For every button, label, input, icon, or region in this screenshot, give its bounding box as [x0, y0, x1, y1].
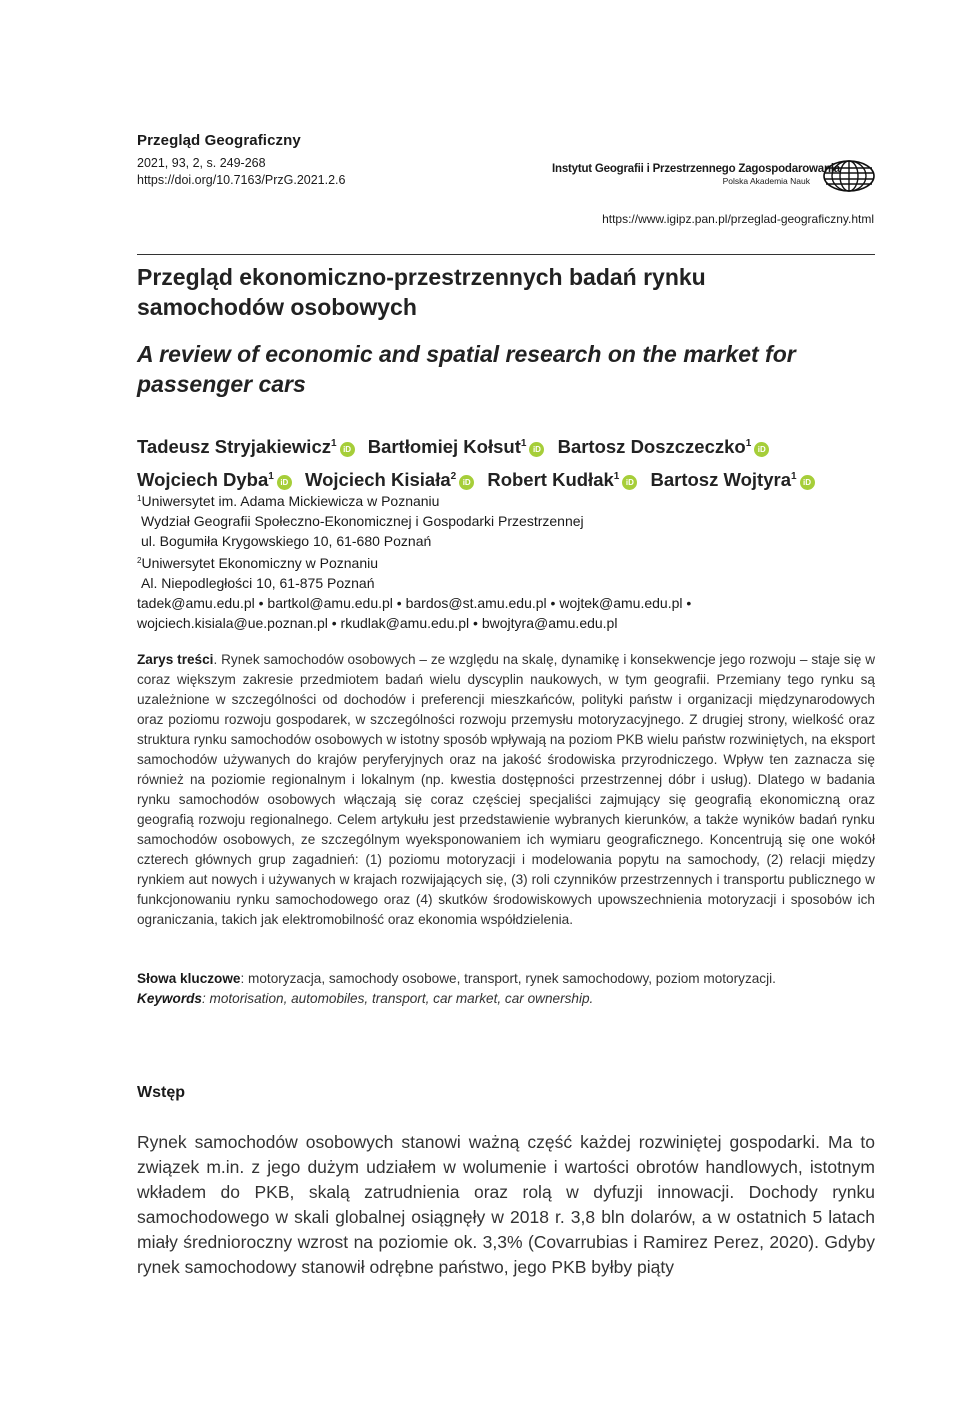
journal-citation: 2021, 93, 2, s. 249-268 [137, 156, 266, 170]
author-name: Wojciech Dyba [137, 469, 269, 490]
orcid-icon[interactable]: iD [800, 475, 815, 490]
affiliations [137, 489, 877, 633]
author [137, 469, 292, 490]
author-emails[interactable]: tadek@amu.edu.pl • bartkol@amu.edu.pl • bardos@st.amu.edu.pl • wojtek@amu.edu.pl • [137, 595, 692, 611]
author-name: Wojciech Kisiała [304, 469, 451, 490]
affiliation-address: Al. Niepodległości 10, 61-875 Poznań [141, 575, 375, 591]
orcid-icon[interactable]: iD [277, 475, 292, 490]
orcid-icon[interactable]: iD [459, 475, 474, 490]
affiliation-1 [137, 489, 877, 511]
author-affiliation-mark: 2 [450, 471, 457, 482]
author-affiliation-mark: 1 [268, 471, 274, 482]
author [487, 469, 637, 490]
affiliation-number: 2 [137, 556, 142, 565]
journal-doi-link[interactable]: https://doi.org/10.7163/PrzG.2021.2.6 [137, 173, 346, 187]
abstract-text: . Rynek samochodów osobowych – ze względu na skalę, dynamikę i konsekwencje jego rozwoju – staje się w coraz większym zakresie przedmiotem badań wielu dyscyplin naukowych, w tym geografii. Przemiany tego rynku są uzależnione w szczególności od dochodów i preferencji mieszkańców, polityki państw i organizacji międzynarodowych oraz poziomu rozwoju gospodarek, w szczególności rozwoju przemysłu motoryzacyjnego. Z drugiej strony, wielkość oraz struktura rynku samochodów osobowych w istotny sposób wpływają na poziom PKB wielu państw rozwiniętych, na eksport samochodów używanych do krajów peryferyjnych oraz na jakość środowiska przyrodniczego. Wpływ ten zaznacza się również na poziomie regionalnym i lokalnym (np. kwestia dostępności przestrzennej dóbr i usług). Dlatego w badania rynku samochodów osobowych włączają się coraz częściej specjaliści zajmujący się geografią ekonomiczną oraz geografią rozwoju regionalnego. Celem artykułu jest przedstawienie wybranych kierunków, a także wyników badań rynku samochodów osobowych, ze szczególnym wyeksponowaniem ich wymiaru geograficznego. Koncentrują się one wokół czterech głównych grup zagadnień: (1) poziomu motoryzacji i modelowania popytu na samochody, (2) relacji między rynkiem aut nowych i używanych w krajach rozwijających się, (3) roli czynników przestrzennych i transportu publicznego w funkcjonowaniu rynku samochodowego oraz (4) skutków środowiskowych upowszechnienia motoryzacji i sposobów ich ograniczania, takich jak elektromobilność oraz ekonomia współdzielenia. [137, 652, 876, 927]
orcid-icon[interactable]: iD [340, 442, 355, 457]
author-name: Bartosz Wojtyra [650, 469, 791, 490]
affiliation-university: Uniwersytet Ekonomiczny w Poznaniu [141, 555, 378, 571]
author [368, 436, 545, 457]
header-divider [137, 254, 875, 255]
intro-paragraph: Rynek samochodów osobowych stanowi ważną część każdej rozwiniętej gospodarki. Ma to związek m.in. z jego dużym udziałem w wolumenie i wartości obrotów handlowych, istotnym wkładem do PKB, skalą zatrudnienia oraz rolą w dyfuzji innowacji. Dochody rynku samochodowego w skali globalnej osiągnęły w 2018 r. 3,8 bln dolarów, a w ostatnich 5 latach miały średnioroczny wzrost na poziomie ok. 3,3% (Covarrubias i Ramirez Perez, 2020). Gdyby rynek samochodowy stanowił odrębne państwo, jego PKB byłby piąty [137, 1132, 875, 1277]
globe-grid-logo-icon [823, 160, 875, 192]
keywords-english [137, 989, 875, 1009]
author-affiliation-mark: 1 [613, 471, 620, 482]
article-title-english: A review of economic and spatial research on the market for passenger cars [137, 341, 796, 397]
keywords-polish [137, 969, 875, 989]
author-emails[interactable]: wojciech.kisiala@ue.poznan.pl • rkudlak@amu.edu.pl • bwojtyra@amu.edu.pl [137, 615, 618, 631]
keywords-polish-label: Słowa kluczowe [137, 971, 241, 986]
journal-citation-block [137, 155, 345, 189]
author [650, 469, 814, 490]
orcid-icon[interactable]: iD [754, 442, 769, 457]
orcid-icon[interactable]: iD [529, 442, 544, 457]
keywords-polish-text: : motoryzacja, samochody osobowe, transport, rynek samochodowy, poziom motoryzacji. [240, 971, 776, 986]
orcid-icon[interactable]: iD [622, 475, 637, 490]
journal-website-link[interactable]: https://www.igipz.pan.pl/przeglad-geograficzny.html [602, 212, 874, 226]
institute-subname: Polska Akademia Nauk [722, 176, 810, 186]
author-name: Robert Kudłak [487, 469, 614, 490]
author-name: Bartłomiej Kołsut [367, 436, 521, 457]
institute-name: Instytut Geografii i Przestrzennego Zagospodarowania [552, 163, 841, 175]
journal-name: Przegląd Geograficzny [137, 132, 301, 149]
author-affiliation-mark: 1 [331, 438, 337, 449]
affiliation-faculty: Wydział Geografii Społeczno-Ekonomicznej i Gospodarki Przestrzennej [141, 513, 584, 529]
author-affiliation-mark: 1 [790, 471, 797, 482]
abstract [137, 650, 875, 930]
affiliation-university: Uniwersytet im. Adama Mickiewicza w Poznaniu [141, 493, 440, 509]
author [305, 469, 474, 490]
affiliation-address: ul. Bogumiła Krygowskiego 10, 61-680 Poznań [141, 533, 432, 549]
section-heading: Wstęp [137, 1084, 185, 1101]
author [558, 436, 770, 457]
keywords-english-text: : motorisation, automobiles, transport, car market, car ownership. [201, 991, 594, 1006]
affiliation-number: 1 [137, 494, 142, 503]
author-name: Bartosz Doszczeczko [557, 436, 746, 457]
keywords-block [137, 969, 875, 1009]
affiliation-2 [137, 551, 877, 573]
institute-block [552, 163, 841, 186]
article-title-polish: Przegląd ekonomiczno-przestrzennych badań rynku samochodów osobowych [137, 264, 706, 320]
author [137, 436, 355, 457]
author-affiliation-mark: 1 [745, 438, 752, 449]
keywords-english-label: Keywords [137, 991, 202, 1006]
author-list [137, 429, 877, 495]
author-affiliation-mark: 1 [520, 438, 527, 449]
author-name: Tadeusz Stryjakiewicz [137, 436, 331, 457]
abstract-label: Zarys treści [137, 652, 214, 667]
